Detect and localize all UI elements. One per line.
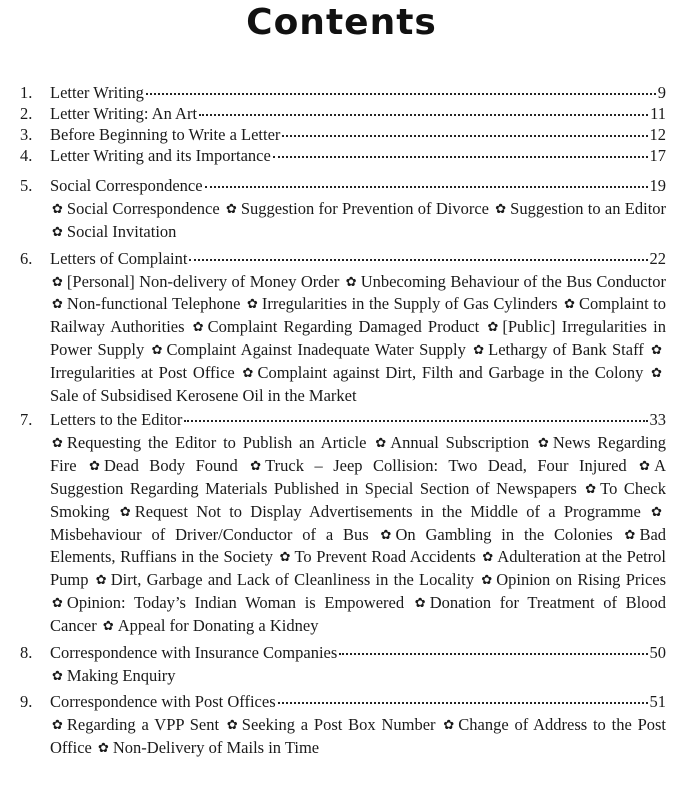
subtopic-item[interactable]: Non-Delivery of Mails in Time <box>112 738 320 758</box>
flower-bullet-icon: ✿ <box>380 527 392 543</box>
subtopic-item[interactable]: Making Enquiry <box>66 665 176 685</box>
subtopic-item[interactable]: Annual Subscription <box>390 433 530 453</box>
entry-title: Before Beginning to Write a Letter <box>50 125 281 144</box>
dot-leader <box>184 416 647 422</box>
contents-list <box>20 82 666 764</box>
entry-page-number: 12 <box>649 125 666 144</box>
flower-bullet-icon: ✿ <box>52 436 63 452</box>
subtopic-list <box>50 666 666 689</box>
entry-title: Letters to the Editor <box>50 410 183 430</box>
entry-page-number: 33 <box>649 410 666 430</box>
subtopic-item[interactable]: Complaint against Dirt, Filth and Garbage in the Colony <box>257 362 644 382</box>
subtopic-item[interactable]: Suggestion for Prevention of Divorce <box>240 199 489 218</box>
entry-number: 8. <box>20 642 33 662</box>
subtopic-item[interactable]: Change of Address to the Post Office <box>50 715 666 758</box>
subtopic-item[interactable]: [Personal] Non-delivery of Money Order <box>66 271 340 291</box>
flower-bullet-icon: ✿ <box>151 342 163 358</box>
flower-bullet-icon: ✿ <box>473 342 485 358</box>
subtopic-item[interactable]: To Prevent Road Accidents <box>294 547 476 567</box>
entry-title: Social Correspondence <box>50 176 203 195</box>
contents-entry <box>20 409 666 638</box>
entry-number: 4. <box>20 146 33 165</box>
subtopic-item[interactable]: Bad Elements, Ruffians in the Society <box>50 524 667 567</box>
entry-page-number: 50 <box>649 642 666 662</box>
dot-leader <box>189 255 647 261</box>
dot-leader <box>282 131 647 137</box>
subtopic-item[interactable]: Non-functional Telephone <box>66 294 241 314</box>
subtopic-item[interactable]: On Gambling in the Colonies <box>395 524 613 544</box>
flower-bullet-icon: ✿ <box>89 459 100 475</box>
flower-bullet-icon: ✿ <box>624 527 636 543</box>
contents-entry <box>20 124 666 145</box>
entry-number: 3. <box>20 125 33 144</box>
subtopic-item[interactable]: Complaint Against Inadequate Water Supply <box>166 339 466 359</box>
entry-page-number: 11 <box>650 104 666 123</box>
entry-heading[interactable] <box>20 82 666 103</box>
subtopic-item[interactable]: Adulteration at the Petrol Pump <box>50 547 666 590</box>
flower-bullet-icon: ✿ <box>242 365 254 381</box>
flower-bullet-icon: ✿ <box>564 297 575 313</box>
entry-heading[interactable] <box>20 175 666 196</box>
subtopic-item[interactable]: Suggestion to an Editor <box>510 199 667 218</box>
subtopic-item[interactable]: Appeal for Donating a Kidney <box>117 615 319 635</box>
contents-entry <box>20 642 666 689</box>
entry-page-number: 51 <box>649 692 666 712</box>
subtopic-item[interactable]: Opinion: Today’s Indian Woman is Empowered <box>66 592 405 612</box>
subtopic-item[interactable]: Social Invitation <box>66 221 177 241</box>
flower-bullet-icon: ✿ <box>537 436 549 452</box>
subtopic-item[interactable]: Donation for Treatment of Blood Cancer <box>50 592 666 635</box>
flower-bullet-icon: ✿ <box>279 550 291 566</box>
entry-title: Correspondence with Insurance Companies <box>50 642 338 662</box>
entry-number: 7. <box>20 410 33 430</box>
flower-bullet-icon: ✿ <box>52 595 63 611</box>
entry-number: 9. <box>20 692 33 712</box>
flower-bullet-icon: ✿ <box>52 668 63 684</box>
entry-title: Letter Writing and its Importance <box>50 146 271 165</box>
flower-bullet-icon: ✿ <box>52 274 63 290</box>
entry-title: Letter Writing: An Art <box>50 104 198 123</box>
entry-heading[interactable] <box>20 691 666 712</box>
flower-bullet-icon: ✿ <box>52 224 63 240</box>
flower-bullet-icon: ✿ <box>375 436 387 452</box>
subtopic-item[interactable]: Dead Body Found <box>104 456 238 476</box>
flower-bullet-icon: ✿ <box>345 274 357 290</box>
dot-leader <box>205 182 648 188</box>
subtopic-list <box>50 199 666 245</box>
flower-bullet-icon: ✿ <box>585 481 597 497</box>
flower-bullet-icon: ✿ <box>414 595 426 611</box>
subtopic-item[interactable]: Irregularities at Post Office <box>50 362 235 382</box>
flower-bullet-icon: ✿ <box>482 550 494 566</box>
dot-leader <box>146 89 656 95</box>
subtopic-item[interactable]: To Check Smoking <box>50 478 666 521</box>
flower-bullet-icon: ✿ <box>246 297 258 313</box>
subtopic-item[interactable]: Social Correspondence <box>66 199 220 218</box>
subtopic-item[interactable]: A Suggestion Regarding Materials Published in Special Section of Newspapers <box>50 456 666 498</box>
flower-bullet-icon: ✿ <box>95 573 107 589</box>
subtopic-item[interactable]: Opinion on Rising Prices <box>496 570 667 590</box>
contents-entry <box>20 145 666 166</box>
entry-page-number: 17 <box>649 146 666 165</box>
flower-bullet-icon: ✿ <box>481 573 493 589</box>
flower-bullet-icon: ✿ <box>52 202 63 217</box>
subtopic-item[interactable]: Irregularities in the Supply of Gas Cylinders <box>261 294 558 314</box>
flower-bullet-icon: ✿ <box>102 618 114 634</box>
entry-title: Correspondence with Post Offices <box>50 692 276 712</box>
subtopic-item[interactable]: Complaint to Railway Authorities <box>50 294 667 337</box>
entry-number: 1. <box>20 83 33 102</box>
subtopic-item[interactable]: Truck – Jeep Collision: Two Dead, Four Injured <box>265 456 627 476</box>
flower-bullet-icon: ✿ <box>651 504 662 520</box>
flower-bullet-icon: ✿ <box>443 718 455 734</box>
entry-page-number: 22 <box>649 248 666 268</box>
entry-number: 6. <box>20 248 33 268</box>
entry-title: Letters of Complaint <box>50 248 188 268</box>
subtopic-item[interactable]: Complaint Regarding Damaged Product <box>207 317 480 337</box>
contents-entry <box>20 82 666 103</box>
dot-leader <box>339 649 647 655</box>
subtopic-item[interactable]: Sale of Subsidised Kerosene Oil in the Market <box>50 385 357 405</box>
subtopic-item[interactable]: Dirt, Garbage and Lack of Cleanliness in the Locality <box>110 570 475 590</box>
subtopic-item[interactable]: News Regarding Fire <box>50 433 667 476</box>
flower-bullet-icon: ✿ <box>250 459 262 475</box>
contents-entry <box>20 691 666 761</box>
contents-entry <box>20 248 666 407</box>
dot-leader <box>273 152 648 158</box>
subtopic-item[interactable]: Regarding a VPP Sent <box>66 715 220 735</box>
flower-bullet-icon: ✿ <box>639 459 651 475</box>
contents-entry <box>20 103 666 124</box>
entry-heading[interactable] <box>20 145 666 166</box>
entry-number: 2. <box>20 104 33 123</box>
page-title: Contents <box>246 2 437 43</box>
entry-heading[interactable] <box>20 103 666 124</box>
dot-leader <box>278 698 648 704</box>
flower-bullet-icon: ✿ <box>226 718 238 734</box>
subtopic-item[interactable]: Lethargy of Bank Staff <box>488 339 644 359</box>
flower-bullet-icon: ✿ <box>225 202 237 217</box>
subtopic-item[interactable]: Misbehaviour of Driver/Conductor of a Bus <box>50 524 369 544</box>
flower-bullet-icon: ✿ <box>52 718 63 734</box>
subtopic-item[interactable]: Seeking a Post Box Number <box>241 715 436 735</box>
subtopic-list <box>50 715 666 761</box>
flower-bullet-icon: ✿ <box>97 741 109 757</box>
flower-bullet-icon: ✿ <box>495 202 507 217</box>
entry-title: Letter Writing <box>50 83 144 102</box>
entry-heading[interactable] <box>20 409 666 430</box>
flower-bullet-icon: ✿ <box>487 320 499 336</box>
flower-bullet-icon: ✿ <box>651 342 663 358</box>
contents-entry <box>20 175 666 245</box>
subtopic-item[interactable]: Requesting the Editor to Publish an Article <box>66 433 367 453</box>
flower-bullet-icon: ✿ <box>52 297 63 313</box>
subtopic-item[interactable]: Request Not to Display Advertisements in the Middle of a Programme <box>134 501 641 521</box>
entry-heading[interactable] <box>20 124 666 145</box>
flower-bullet-icon: ✿ <box>192 320 204 336</box>
subtopic-item[interactable]: Unbecoming Behaviour of the Bus Conductor <box>360 271 666 291</box>
flower-bullet-icon: ✿ <box>651 365 663 381</box>
subtopic-list <box>50 272 666 407</box>
entry-heading[interactable] <box>20 642 666 663</box>
dot-leader <box>199 110 648 116</box>
entry-heading[interactable] <box>20 248 666 269</box>
flower-bullet-icon: ✿ <box>119 504 131 520</box>
subtopic-item[interactable]: [Public] Irregularities in Power Supply <box>50 317 666 359</box>
entry-number: 5. <box>20 176 33 195</box>
entry-page-number: 19 <box>649 176 666 195</box>
subtopic-list <box>50 433 666 638</box>
entry-page-number: 9 <box>657 83 666 102</box>
